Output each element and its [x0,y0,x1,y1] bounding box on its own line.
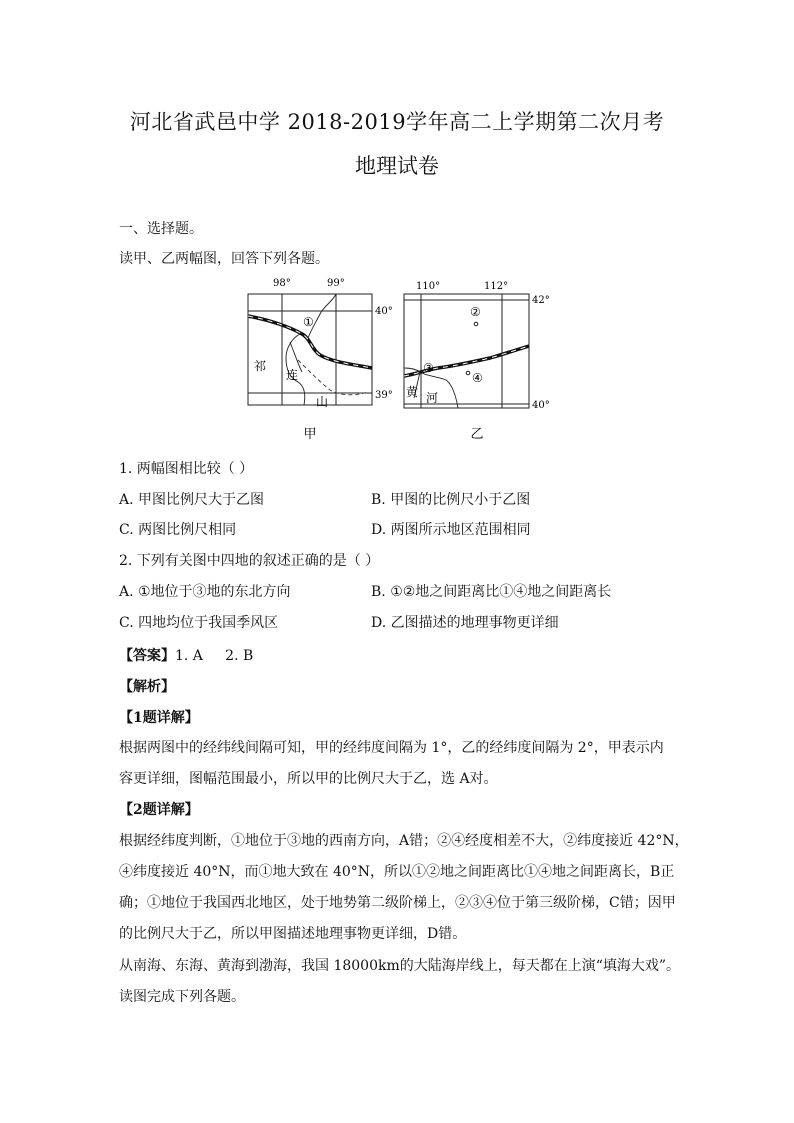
q2-detail-line-2: ④纬度接近 40°N，而①地大致在 40°N，所以①②地之间距离比①④地之间距离长，B正 [119,864,675,880]
question-2-option-c: C. 四地均位于我国季风区 [119,615,279,631]
map-yi-label-huang: 黄 [406,385,419,399]
map-jia-lon-label-98: 98° [273,278,291,289]
map-yi-marker-2: ② [470,305,481,319]
map-yi [404,281,550,442]
q2-detail-line-3: 确；①地位于我国西北地区，处于地势第二级阶梯上，②③④位于第三级阶梯，C错；因甲 [119,895,676,911]
question-2-option-a: A. ①地位于③地的东北方向 [119,584,291,600]
question-1-stem: 1. 两幅图相比较（ ） [119,461,254,477]
map-yi-lon-label-112: 112° [484,281,509,292]
q2-detail-line-4: 的比例尺大于乙，所以甲图描述地理事物更详细，D错。 [119,926,467,942]
question-2-stem: 2. 下列有关图中四地的叙述正确的是（ ） [119,553,380,569]
map-yi-lat-label-42: 42° [532,295,550,306]
map-yi-marker-4: ④ [472,371,483,385]
question-2-option-d: D. 乙图描述的地理事物更详细 [371,615,559,631]
map-jia-label-lian: 连 [286,368,299,382]
q1-detail-label: 【1题详解】 [119,710,199,726]
answer-label: 【答案】 [119,648,175,664]
page-title: 河北省武邑中学 2018-2019学年高二上学期第二次月考 [129,110,665,134]
map-jia-lon-label-99: 99° [327,278,345,289]
next-intro-line-1: 从南海、东海、黄海到渤海，我国 18000km的大陆海岸线上，每天都在上演“填海大戏”。 [119,958,681,974]
analysis-label: 【解析】 [119,679,175,695]
map-figure [240,272,550,442]
map-jia-label-shan: 山 [316,395,329,409]
page-subtitle: 地理试卷 [355,154,439,178]
next-intro-line-2: 读图完成下列各题。 [119,989,245,1005]
section-heading: 一、选择题。 [119,221,203,237]
map-yi-lat-label-40: 40° [532,400,550,411]
map-jia-caption: 甲 [303,427,317,442]
map-jia-lat-label-40: 40° [375,306,393,317]
question-1-option-d: D. 两图所示地区范围相同 [371,522,531,538]
q2-detail-label: 【2题详解】 [119,802,199,818]
q1-detail-line-1: 根据两图中的经纬线间隔可知，甲的经纬度间隔为 1°，乙的经纬度间隔为 2°，甲表示内 [119,740,664,756]
map-yi-caption: 乙 [470,427,484,442]
question-1-option-b: B. 甲图的比例尺小于乙图 [371,492,531,508]
q2-detail-line-1: 根据经纬度判断，①地位于③地的西南方向，A错；②④经度相差不大，②纬度接近 42°N， [119,833,689,849]
map-jia-lat-label-39: 39° [375,390,393,401]
question-2-option-b: B. ①②地之间距离比①④地之间距离长 [371,584,612,600]
question-1-option-a: A. 甲图比例尺大于乙图 [119,492,265,508]
section-intro: 读甲、乙两幅图，回答下列各题。 [119,251,329,267]
map-jia-marker-1: ① [303,315,314,329]
map-yi-marker-3: ③ [423,361,434,375]
map-yi-label-he: 河 [426,391,439,405]
question-1-option-c: C. 两图比例尺相同 [119,522,237,538]
map-yi-lon-label-110: 110° [416,281,441,292]
map-jia [248,278,393,442]
answer-text: 1. A 2. B [175,648,254,664]
answer-line [119,645,253,665]
map-jia-label-qi: 祁 [254,359,267,373]
q1-detail-line-2: 容更详细，图幅范围最小，所以甲的比例尺大于乙，选 A对。 [119,771,498,787]
